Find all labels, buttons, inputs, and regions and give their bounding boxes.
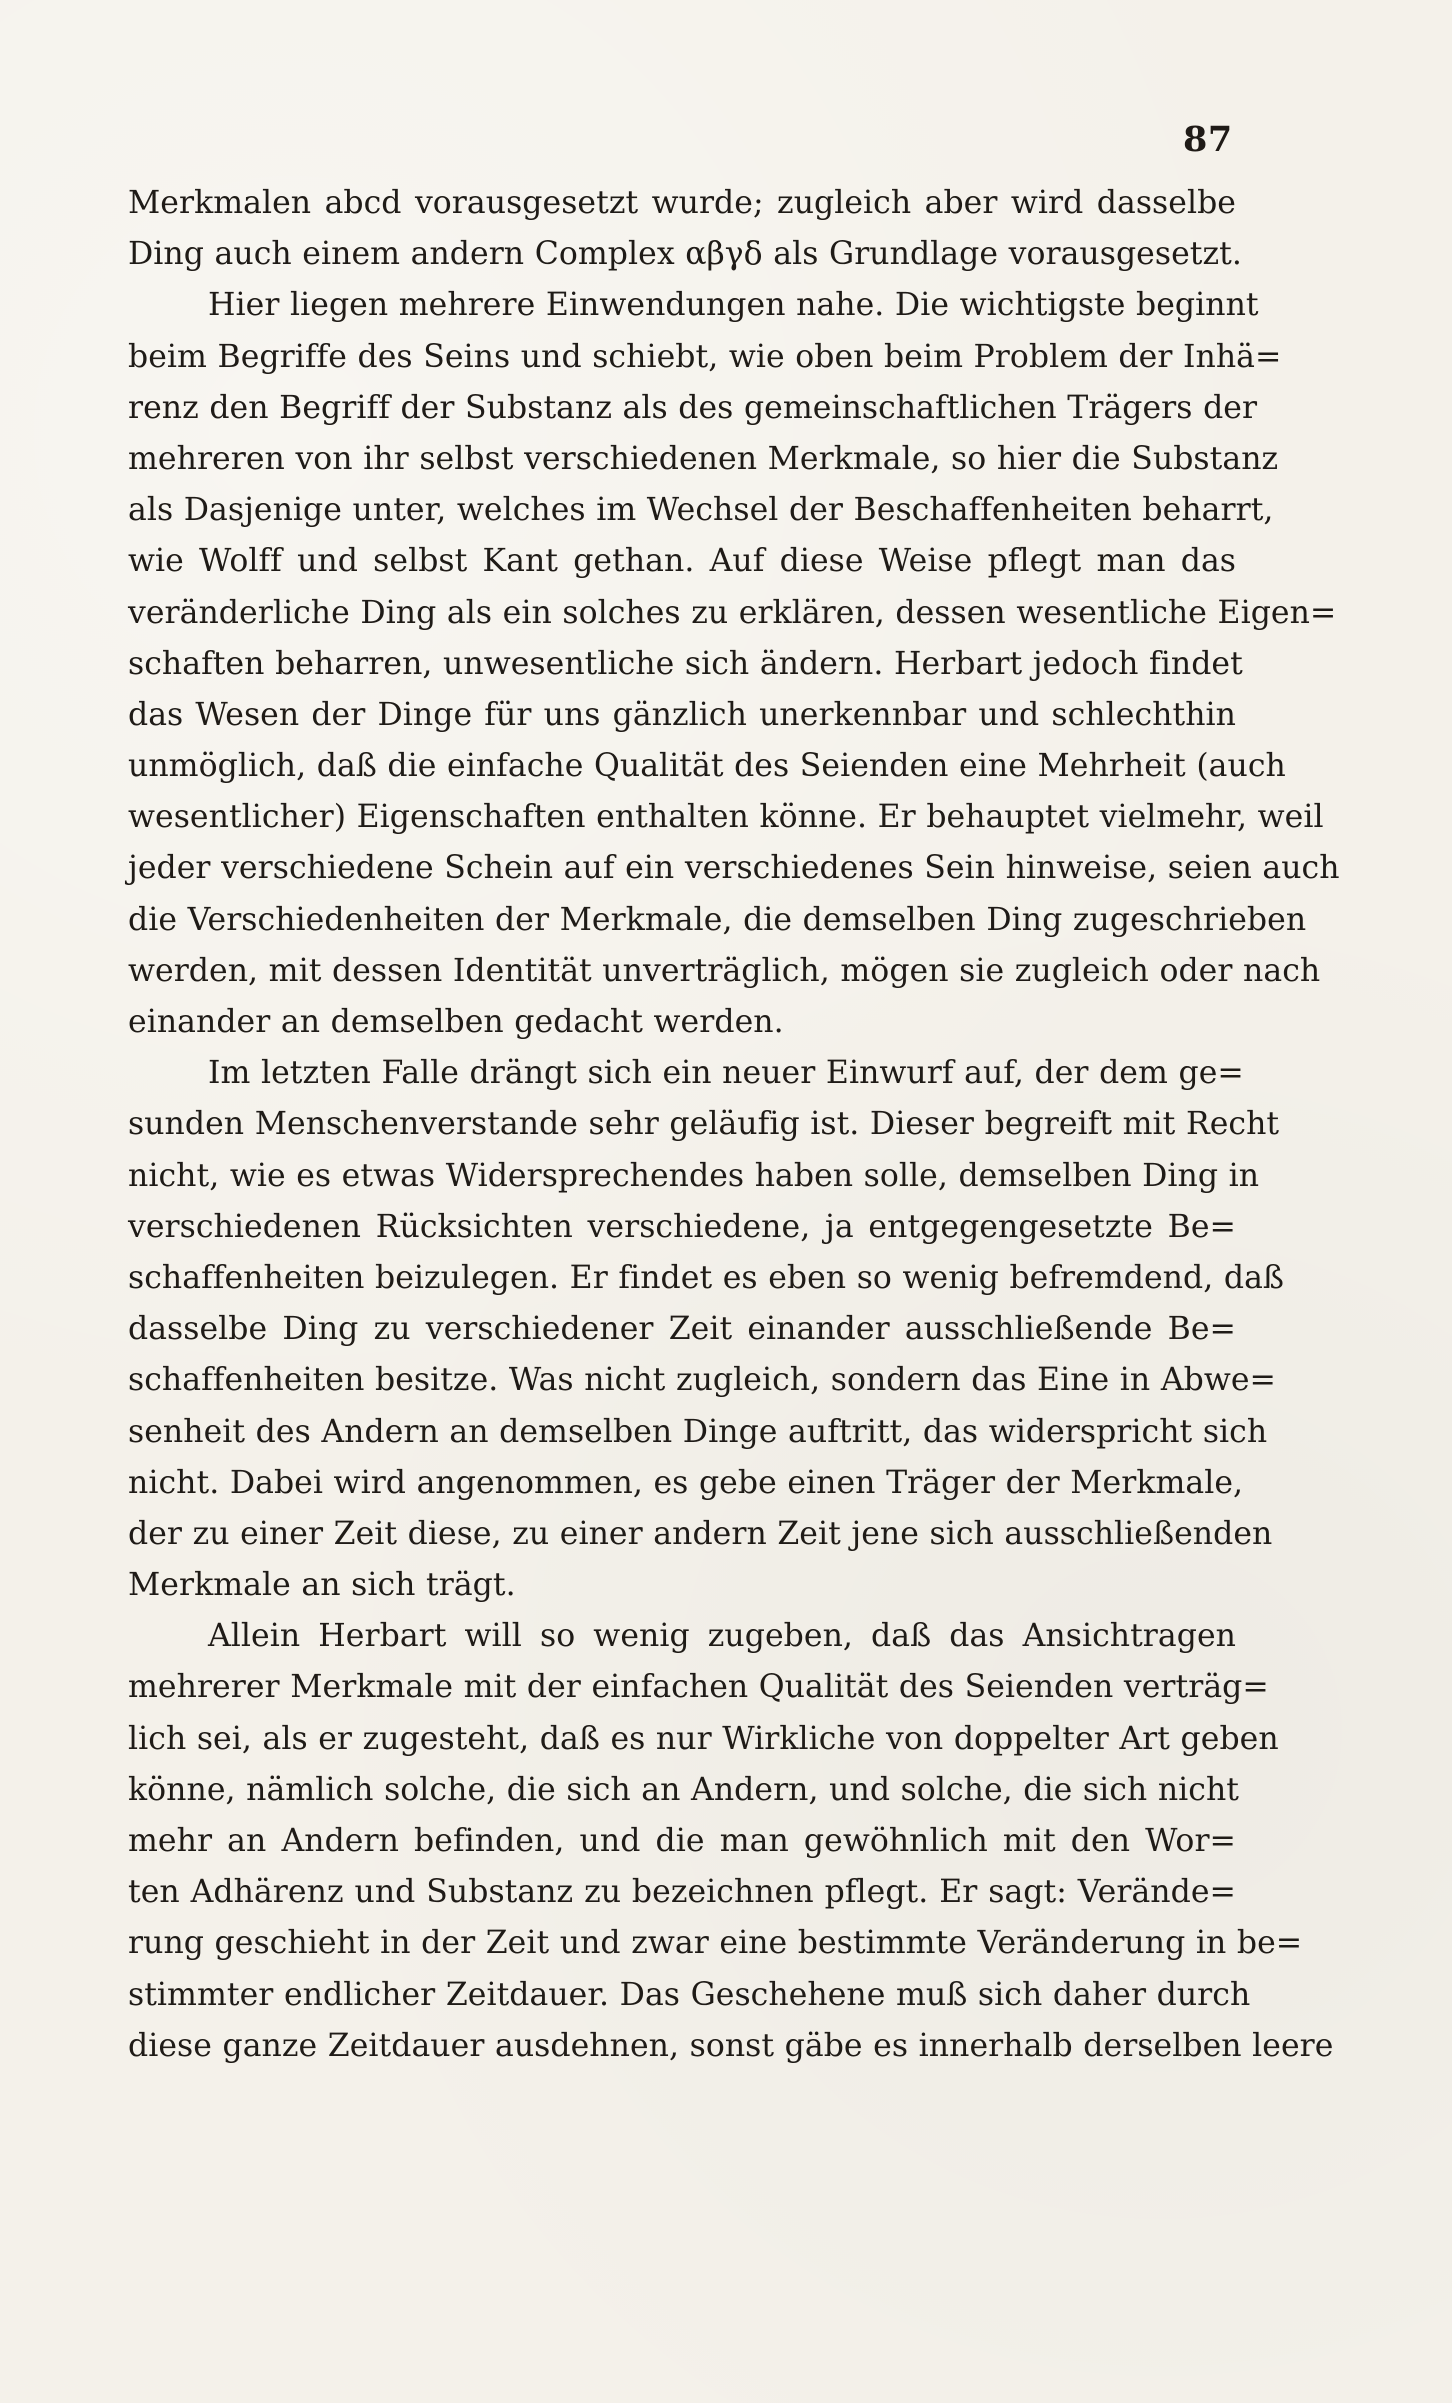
text-line: sunden Menschenverstande sehr geläufig ist. Dieser begreift mit Recht [128, 1106, 1280, 1143]
text-line: mehreren von ihr selbst verschiedenen Merkmale, so hier die Substanz [128, 440, 1279, 477]
text-line: jeder verschiedene Schein auf ein verschiedenes Sein hinweise, seien auch [128, 850, 1340, 887]
text-line: ten Adhärenz und Substanz zu bezeichnen pflegt. Er sagt: Verände= [128, 1874, 1236, 1911]
text-line: das Wesen der Dinge für uns gänzlich unerkennbar und schlechthin [128, 696, 1236, 733]
text-line: einander an demselben gedacht werden. [128, 1004, 784, 1040]
text-line: dasselbe Ding zu verschiedener Zeit einander ausschließende Be= [128, 1311, 1236, 1348]
text-line: der zu einer Zeit diese, zu einer andern Zeit jene sich ausschließenden [128, 1515, 1273, 1552]
text-line: diese ganze Zeitdauer ausdehnen, sonst gäbe es innerhalb derselben leere [128, 2027, 1334, 2064]
text-line: wie Wolff und selbst Kant gethan. Auf diese Weise pflegt man das [128, 543, 1236, 580]
text-line: nicht, wie es etwas Widersprechendes haben solle, demselben Ding in [128, 1157, 1260, 1194]
text-line: schaffenheiten beizulegen. Er findet es eben so wenig befremdend, daß [128, 1259, 1284, 1296]
text-line: Hier liegen mehrere Einwendungen nahe. Die wichtigste beginnt [208, 287, 1259, 324]
text-line: wesentlicher) Eigenschaften enthalten könne. Er behauptet vielmehr, weil [128, 799, 1324, 836]
text-line: renz den Begriff der Substanz als des gemeinschaftlichen Trägers der [128, 389, 1258, 426]
text-line: Allein Herbart will so wenig zugeben, daß das Ansichtragen [208, 1618, 1236, 1655]
text-line: veränderliche Ding als ein solches zu erklären, dessen wesentliche Eigen= [128, 594, 1337, 631]
text-line: Merkmale an sich trägt. [128, 1567, 516, 1604]
text-line: mehr an Andern befinden, und die man gewöhnlich mit den Wor= [128, 1823, 1236, 1859]
text-line: beim Begriffe des Seins und schiebt, wie oben beim Problem der Inhä= [128, 338, 1282, 375]
text-line: als Dasjenige unter, welches im Wechsel der Beschaffenheiten beharrt, [128, 492, 1274, 529]
text-line: senheit des Andern an demselben Dinge auftritt, das widerspricht sich [128, 1413, 1268, 1450]
text-line: Ding auch einem andern Complex αβγδ als Grundlage vorausgesetzt. [128, 236, 1242, 273]
text-line: schaffenheiten besitze. Was nicht zugleich, sondern das Eine in Abwe= [128, 1362, 1276, 1399]
page-number: 87 [1183, 119, 1233, 160]
text-line: Im letzten Falle drängt sich ein neuer Einwurf auf, der dem ge= [208, 1055, 1244, 1092]
text-line: Merkmalen abcd vorausgesetzt wurde; zugleich aber wird dasselbe [128, 185, 1236, 221]
text-line: die Verschiedenheiten der Merkmale, die demselben Ding zugeschrieben [128, 901, 1307, 938]
text-block [128, 178, 1340, 2072]
text-line: werden, mit dessen Identität unverträglich, mögen sie zugleich oder nach [128, 952, 1321, 989]
text-line: lich sei, als er zugesteht, daß es nur Wirkliche von doppelter Art geben [128, 1720, 1279, 1757]
text-line: verschiedenen Rücksichten verschiedene, ja entgegengesetzte Be= [128, 1208, 1236, 1245]
text-line: stimmter endlicher Zeitdauer. Das Geschehene muß sich daher durch [128, 1976, 1251, 2013]
text-line: mehrerer Merkmale mit der einfachen Qualität des Seienden verträg= [128, 1669, 1269, 1706]
text-line: schaften beharren, unwesentliche sich ändern. Herbart jedoch findet [128, 645, 1243, 682]
text-line: unmöglich, daß die einfache Qualität des Seienden eine Mehrheit (auch [128, 748, 1286, 785]
text-line: rung geschieht in der Zeit und zwar eine bestimmte Veränderung in be= [128, 1925, 1303, 1962]
text-line: könne, nämlich solche, die sich an Andern, und solche, die sich nicht [128, 1771, 1240, 1808]
text-line: nicht. Dabei wird angenommen, es gebe einen Träger der Merkmale, [128, 1464, 1244, 1501]
